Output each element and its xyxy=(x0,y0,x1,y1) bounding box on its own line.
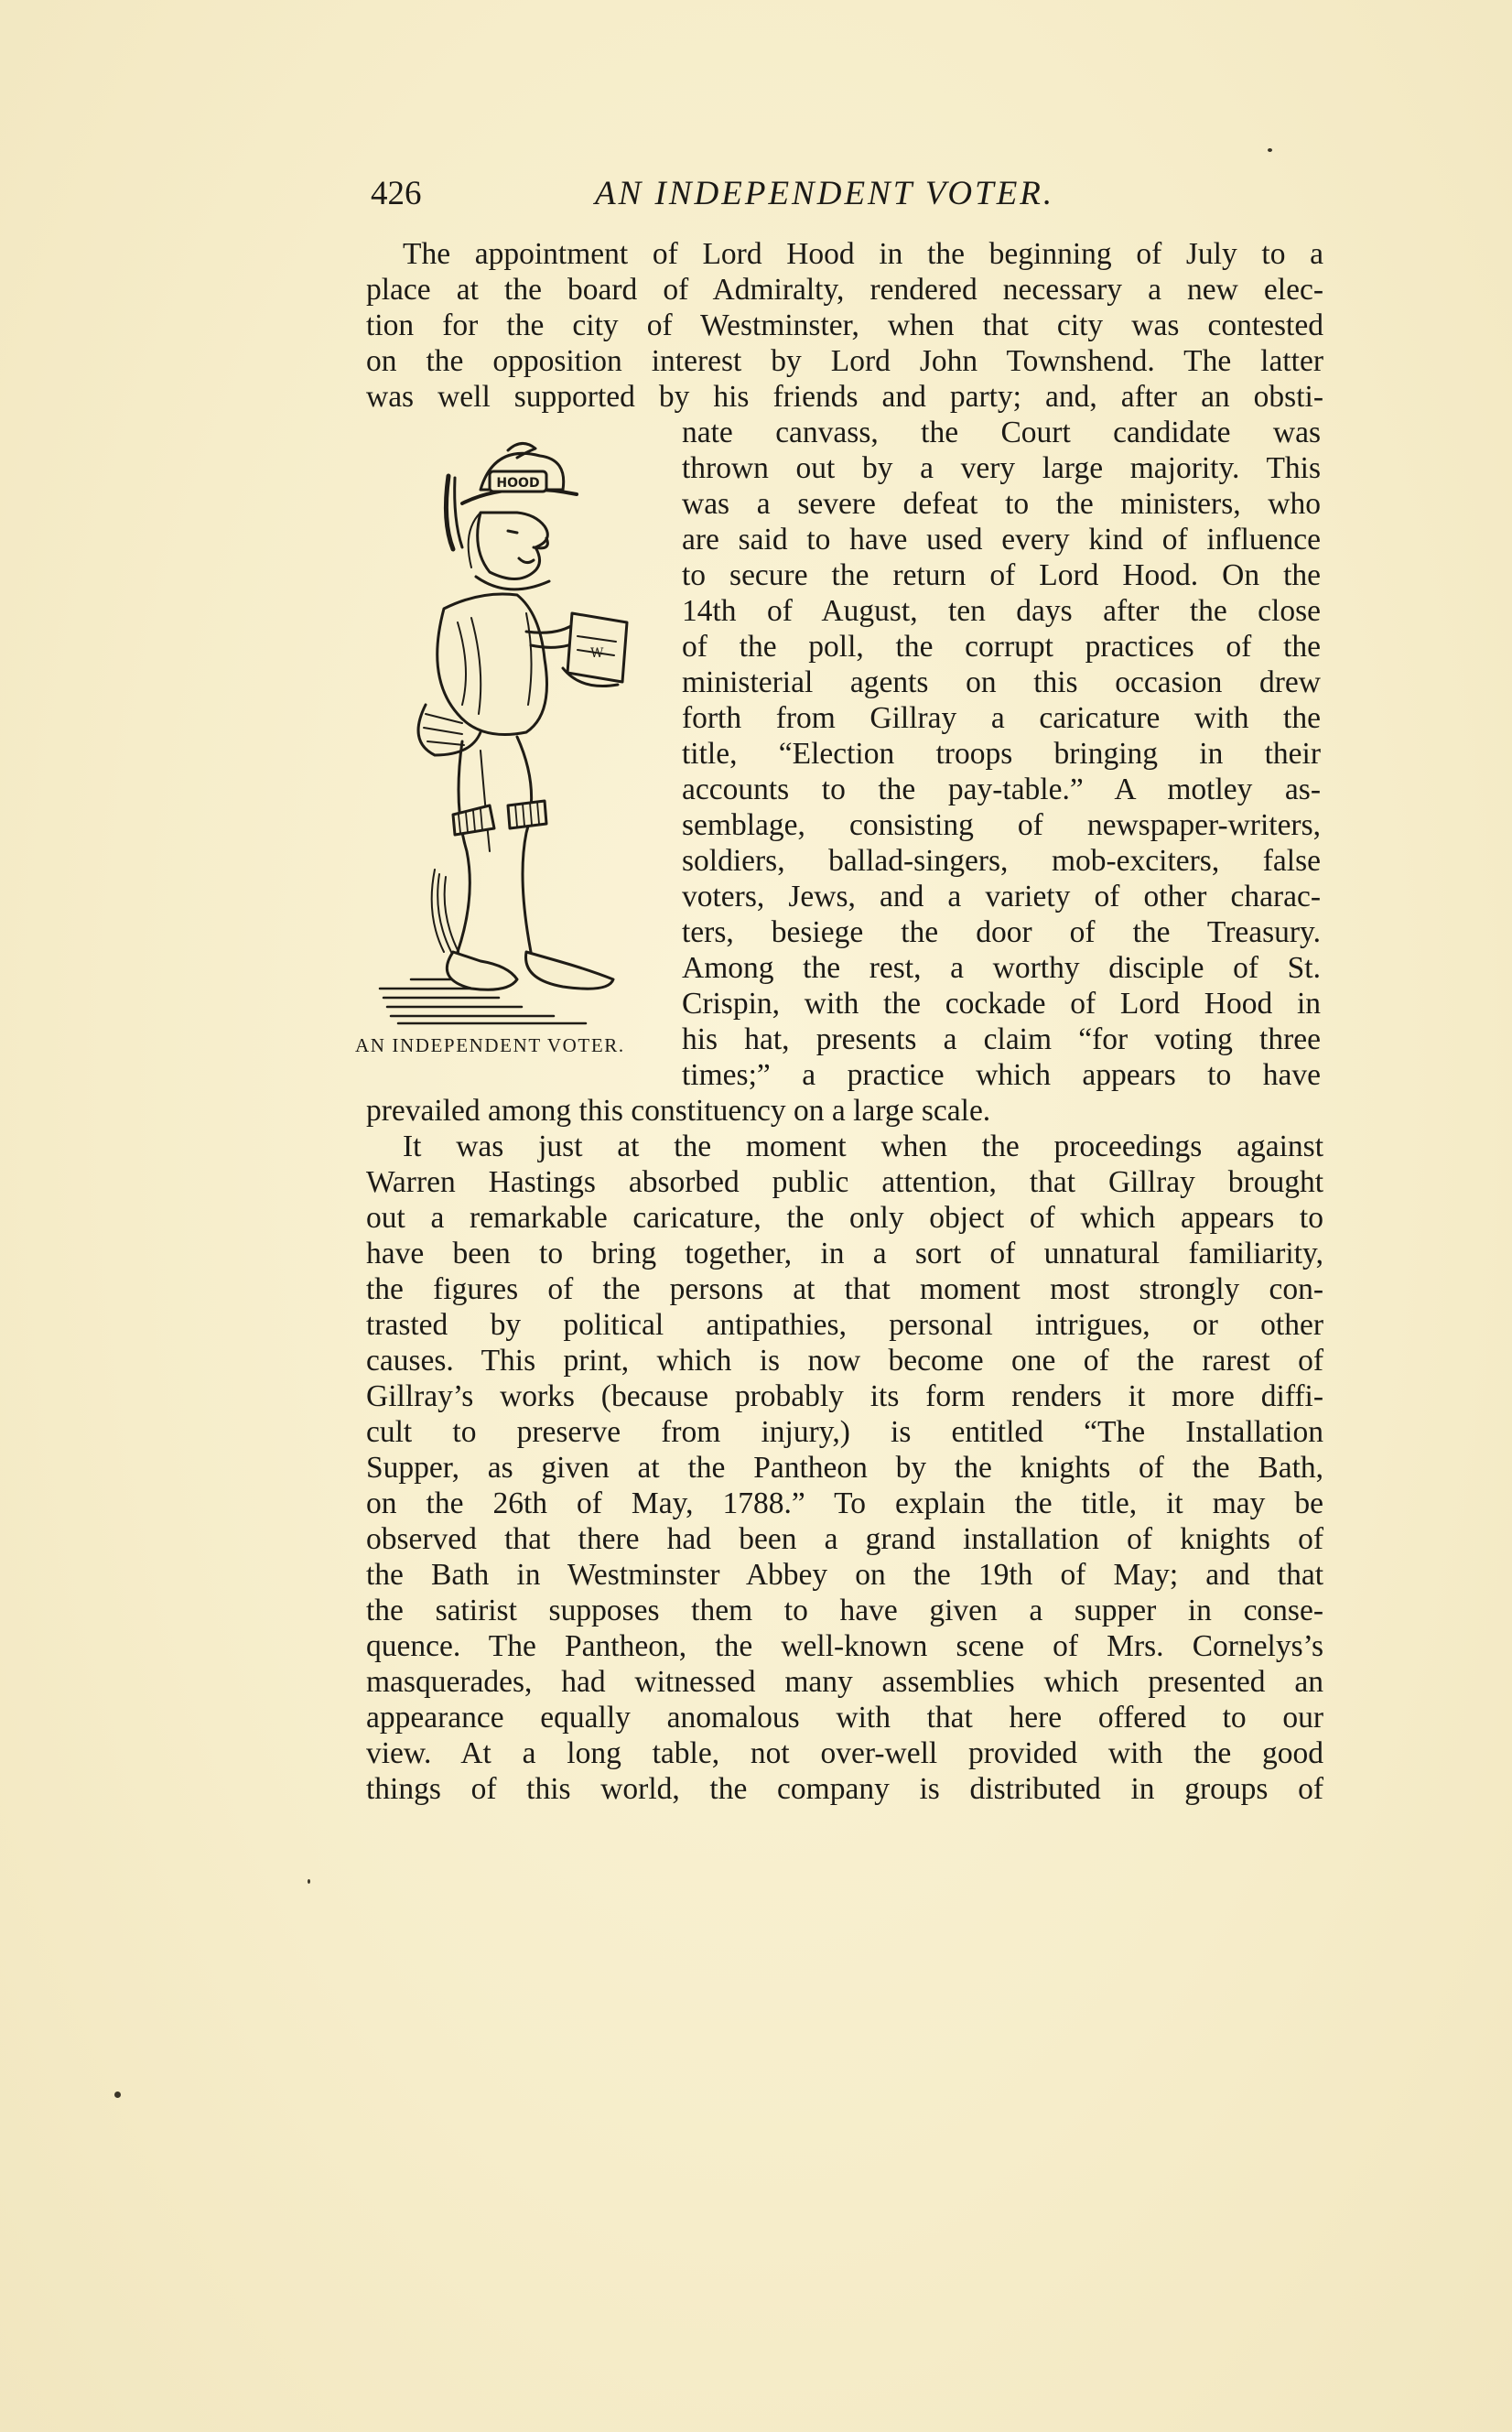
text-line: semblage, consisting of newspaper-writers, xyxy=(682,808,1321,842)
text-line: 14th of August, ten days after the close xyxy=(682,594,1321,628)
text-line: voters, Jews, and a variety of other charac- xyxy=(682,880,1321,913)
text-line: quence. The Pantheon, the well-known scene of Mrs. Cornelys’s xyxy=(366,1629,1323,1663)
text-line: thrown out by a very large majority. This xyxy=(682,451,1321,485)
paragraph-1-top xyxy=(366,236,1323,415)
text-line: cult to preserve from injury,) is entitled “The Installation xyxy=(366,1415,1323,1449)
paper-speck xyxy=(1268,148,1272,152)
text-line: The appointment of Lord Hood in the beginning of July to a xyxy=(403,237,1323,271)
paper-speck xyxy=(114,2092,121,2098)
text-line: on the opposition interest by Lord John Townshend. The latter xyxy=(366,344,1323,378)
text-line: Warren Hastings absorbed public attention, that Gillray brought xyxy=(366,1165,1323,1199)
text-line: trasted by political antipathies, personal intrigues, or other xyxy=(366,1308,1323,1342)
text-line: out a remarkable caricature, the only object of which appears to xyxy=(366,1201,1323,1235)
text-line: It was just at the moment when the proceedings against xyxy=(403,1130,1323,1163)
text-line: are said to have used every kind of influence xyxy=(682,523,1321,557)
text-line: of the poll, the corrupt practices of the xyxy=(682,630,1321,664)
text-line: Crispin, with the cockade of Lord Hood in xyxy=(682,987,1321,1021)
paper-speck xyxy=(308,1879,310,1884)
text-line: title, “Election troops bringing in their xyxy=(682,737,1321,771)
running-title: AN INDEPENDENT VOTER. xyxy=(595,175,1055,212)
text-line: things of this world, the company is distributed in groups of xyxy=(366,1772,1323,1806)
paragraph-1-last-line xyxy=(366,1093,1323,1129)
hat-label: HOOD xyxy=(496,476,540,491)
paper-label: W xyxy=(590,646,604,661)
figure-caption: AN INDEPENDENT VOTER. xyxy=(355,1034,625,1056)
text-line: was well supported by his friends and party; and, after an obsti- xyxy=(366,380,1323,414)
text-line: view. At a long table, not over-well provided with the good xyxy=(366,1736,1323,1770)
text-line: on the 26th of May, 1788.” To explain the title, it may be xyxy=(366,1486,1323,1520)
text-line: forth from Gillray a caricature with the xyxy=(682,701,1321,735)
text-line: was a severe defeat to the ministers, who xyxy=(682,487,1321,521)
page-number: 426 xyxy=(371,175,422,212)
text-line: the Bath in Westminster Abbey on the 19th of May; and that xyxy=(366,1558,1323,1592)
text-line: prevailed among this constituency on a large scale. xyxy=(366,1094,991,1128)
text-line: his hat, presents a claim “for voting three xyxy=(682,1022,1321,1056)
text-line: causes. This print, which is now become one of the rarest of xyxy=(366,1344,1323,1378)
text-line: Gillray’s works (because probably its form renders it more diffi- xyxy=(366,1379,1323,1413)
text-line: ters, besiege the door of the Treasury. xyxy=(682,915,1321,949)
text-line: masquerades, had witnessed many assemblies which presented an xyxy=(366,1665,1323,1699)
text-line: soldiers, ballad-singers, mob-exciters, false xyxy=(682,844,1321,878)
running-head xyxy=(371,174,1313,220)
text-line: accounts to the pay-table.” A motley as- xyxy=(682,773,1321,806)
text-line: observed that there had been a grand installation of knights of xyxy=(366,1522,1323,1556)
text-line: the figures of the persons at that moment most strongly con- xyxy=(366,1272,1323,1306)
text-line: the satirist supposes them to have given a supper in conse- xyxy=(366,1594,1323,1627)
independent-voter-illustration xyxy=(371,439,673,1034)
text-line: ministerial agents on this occasion drew xyxy=(682,665,1321,699)
text-line: have been to bring together, in a sort of unnatural familiarity, xyxy=(366,1237,1323,1270)
text-line: Among the rest, a worthy disciple of St. xyxy=(682,951,1321,985)
text-line: place at the board of Admiralty, rendered necessary a new elec- xyxy=(366,273,1323,307)
text-line: nate canvass, the Court candidate was xyxy=(682,416,1321,449)
text-line: times;” a practice which appears to have xyxy=(682,1058,1321,1092)
text-line: to secure the return of Lord Hood. On the xyxy=(682,558,1321,592)
paragraph-1-wrapped xyxy=(682,415,1321,1093)
paragraph-2 xyxy=(366,1129,1323,1807)
text-line: appearance equally anomalous with that here offered to our xyxy=(366,1701,1323,1735)
text-line: Supper, as given at the Pantheon by the knights of the Bath, xyxy=(366,1451,1323,1485)
text-line: tion for the city of Westminster, when that city was contested xyxy=(366,308,1323,342)
